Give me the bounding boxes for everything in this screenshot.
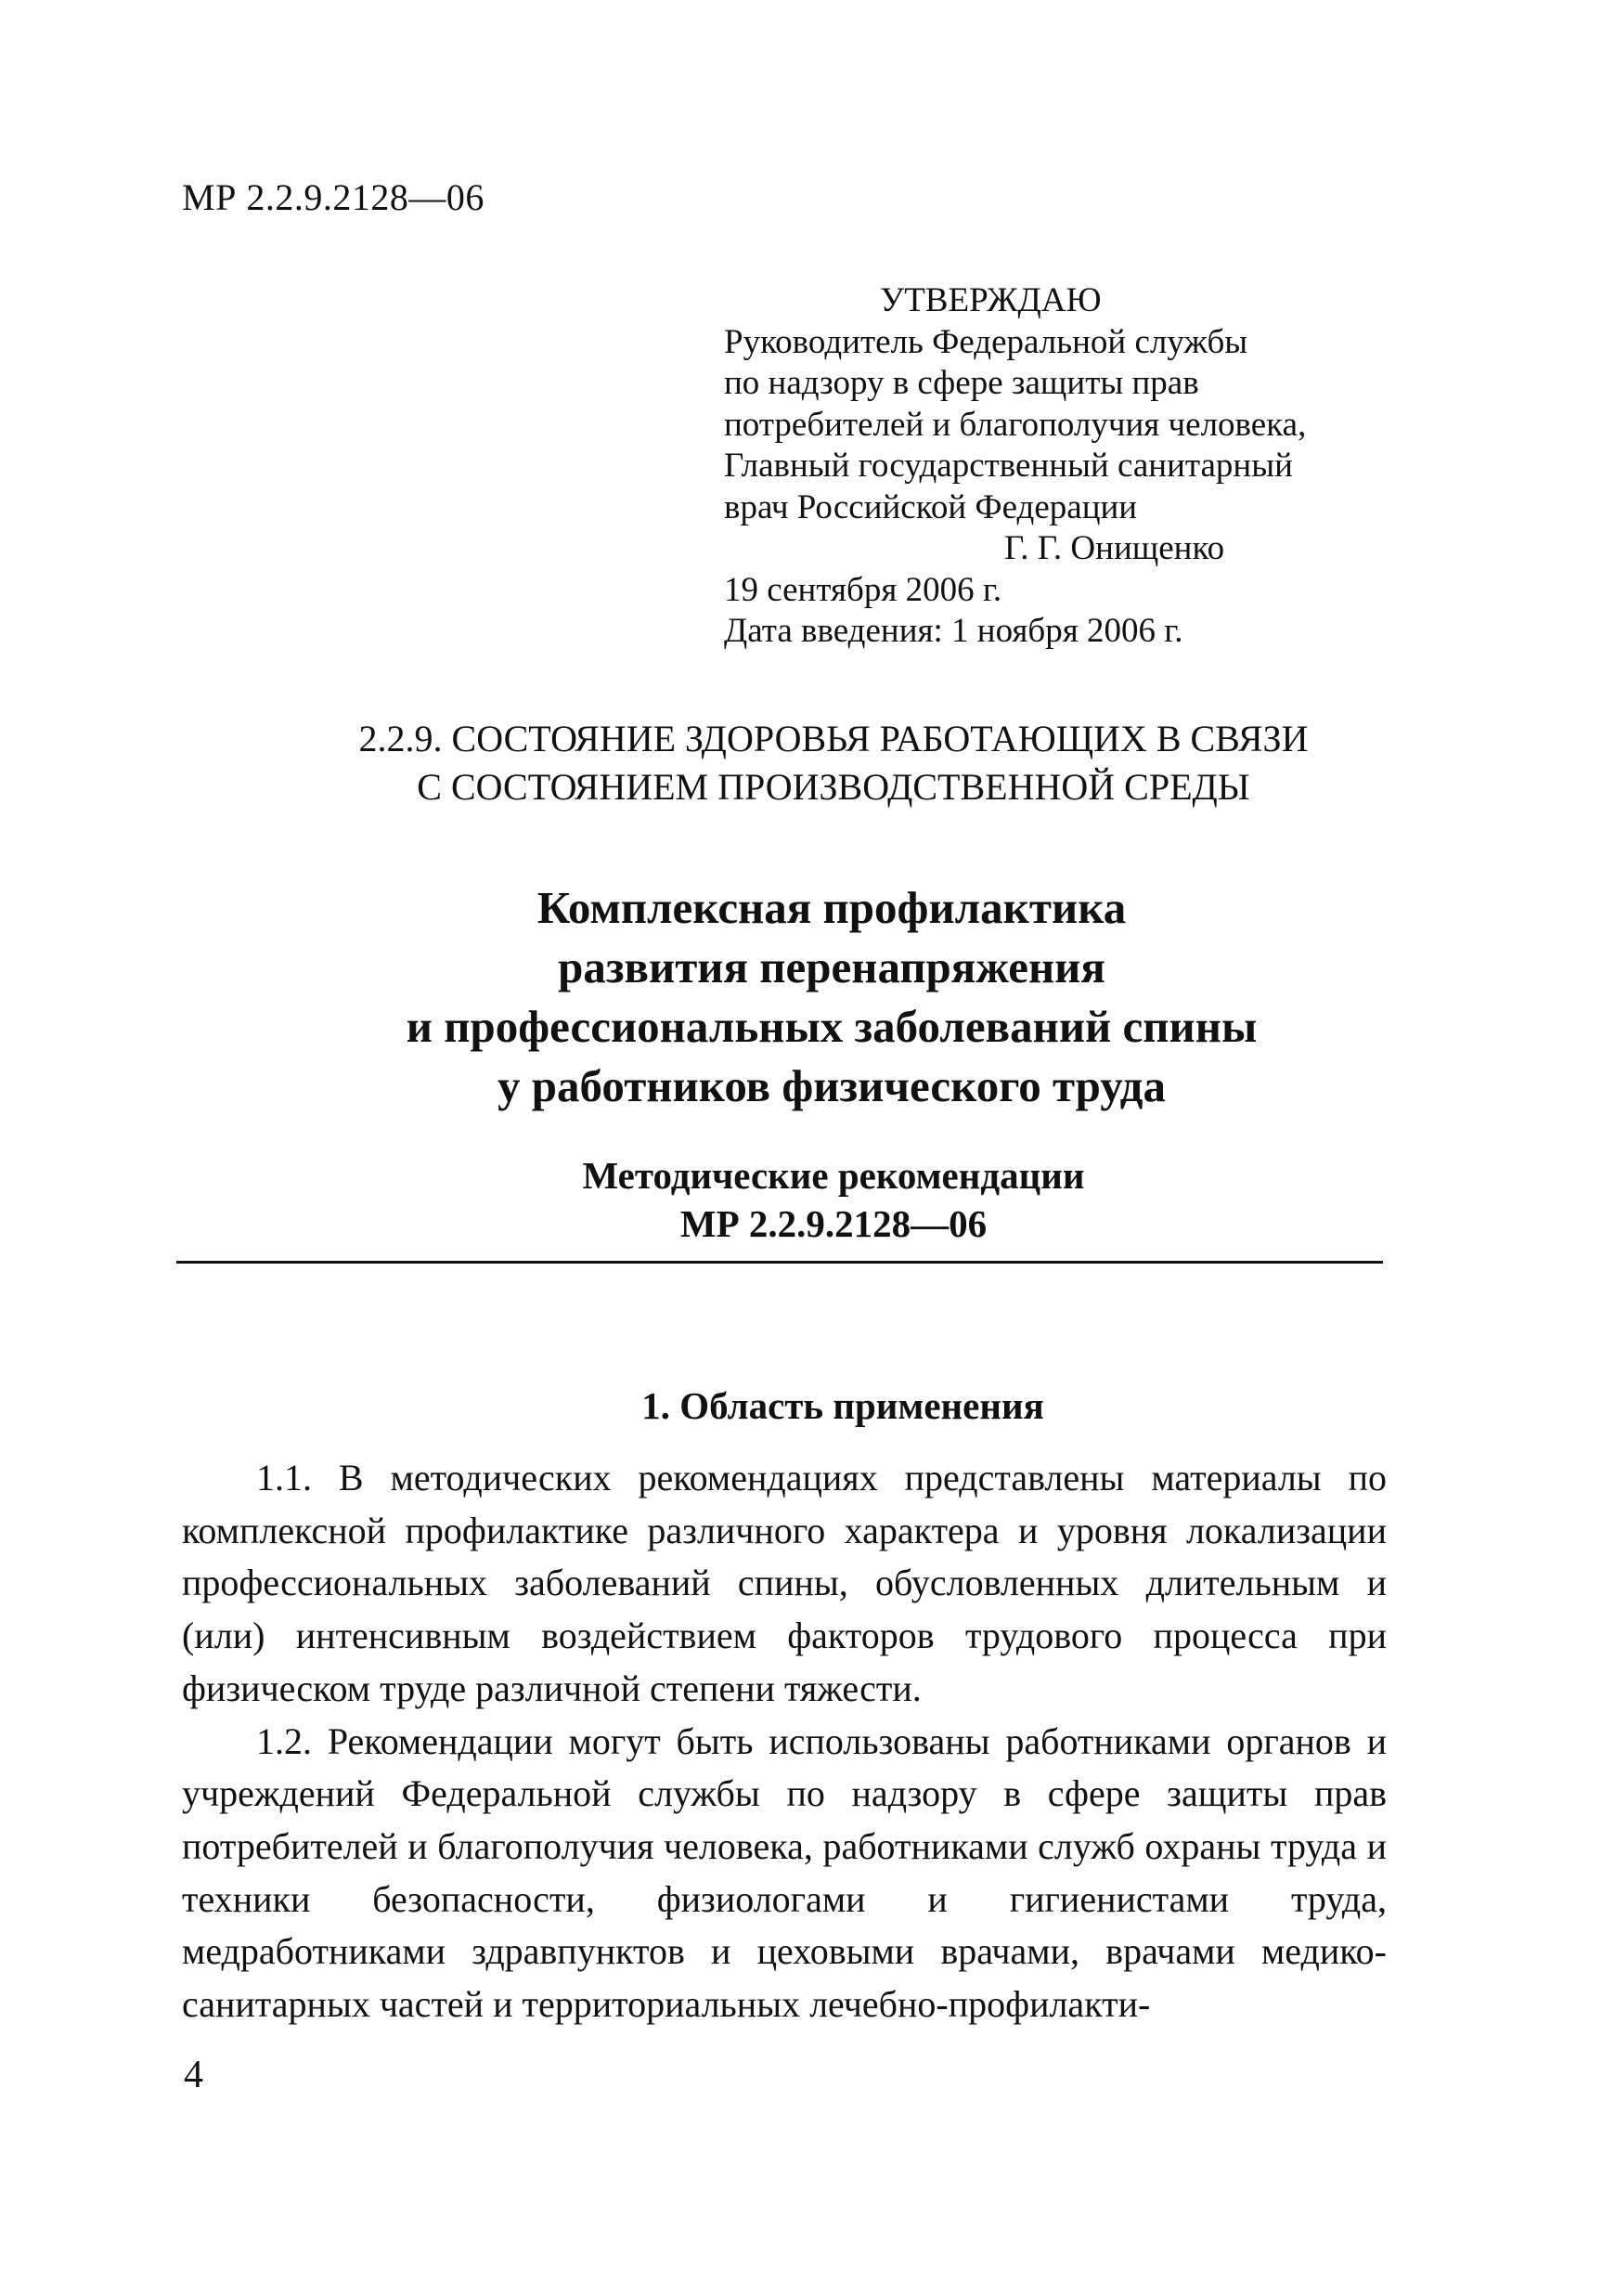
title-line: и профессиональных заболеваний спины [406,1001,1258,1052]
effective-date: Дата введения: 1 ноября 2006 г. [724,612,1183,650]
approval-line: Главный государственный санитарный [724,447,1293,485]
subtitle-code: МР 2.2.9.2128—06 [679,1202,988,1245]
title-line: Комплексная профилактика [536,882,1127,933]
approval-line: врач Российской Федерации [724,487,1138,526]
section-heading-line: С СОСТОЯНИЕМ ПРОИЗВОДСТВЕННОЙ СРЕДЫ [417,766,1250,808]
approval-signer: Г. Г. Онищенко [1004,529,1225,567]
title-line: у работников физического труда [497,1060,1166,1111]
paragraph-1-1: 1.1. В методических рекомендациях представлены материалы по комплексной профилактике различного характера и уровня локализации профессиональных заболеваний спины, обусловленных длительным и (или) интенсивным воздействием факторов трудового процесса при физическом труде различной степени тяжести. [182,1457,1387,1709]
approval-line: Руководитель Федеральной службы [724,322,1248,361]
section-1-title-text: 1. Область применения [641,1384,1044,1427]
page-number: 4 [184,2054,203,2096]
section-heading-line: 2.2.9. СОСТОЯНИЕ ЗДОРОВЬЯ РАБОТАЮЩИХ В СВЯЗИ [358,718,1309,759]
title-line: развития перенапряжения [558,941,1105,992]
document-subtitle [0,1151,1602,1248]
approval-line: потребителей и благополучия человека, [724,405,1307,444]
document-code-header: МР 2.2.9.2128—06 [182,176,484,218]
section-heading [0,715,1602,811]
paragraph-1-2: 1.2. Рекомендации могут быть использованы работниками органов и учреждений Федеральной службы по надзору в сфере защиты прав потребителей и благополучия человека, работниками служб охраны труда и техники безопасности, физиологами и гигиенистами труда, медработниками здравпунктов и цеховыми врачами, врачами медико-санитарных частей и территориальных лечебно-профилакти- [182,1719,1387,2026]
approval-block [724,280,1429,653]
subtitle-line: Методические рекомендации [582,1154,1085,1197]
section-1-body [182,1452,1387,2031]
section-1-title [0,1381,1602,1430]
horizontal-divider [176,1261,1383,1264]
document-title [0,878,1602,1116]
approval-date: 19 сентября 2006 г. [724,570,1002,609]
approval-line: по надзору в сфере защиты прав [724,364,1199,402]
approval-heading: УТВЕРЖДАЮ [880,281,1102,319]
